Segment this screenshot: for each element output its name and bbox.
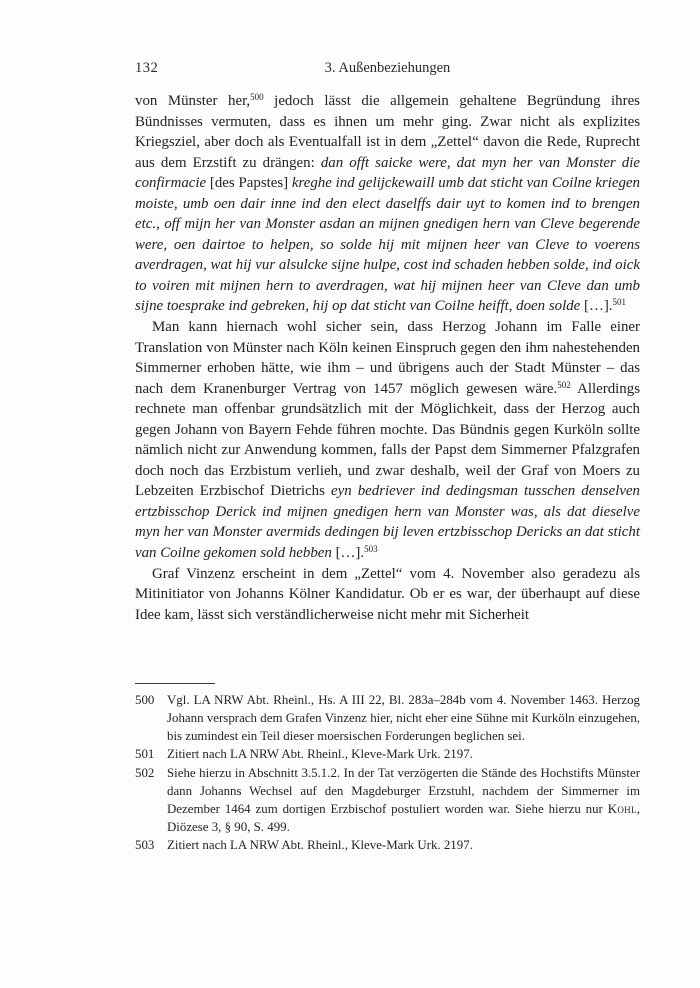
footnote-separator (135, 683, 215, 684)
footnote-marker: 503 (364, 544, 378, 555)
footnote (135, 745, 640, 763)
footnote (135, 836, 640, 854)
body-text-segment: Allerdings rechnete man offenbar grundsätzlich mit der Möglichkeit, dass der Herzog auch gegen Johann von Bayern Fehde führen mochte. Das Bündnis gegen Kurköln sollte nämlich nicht zur Anwendung kommen, falls der Papst dem Simmerner Pfalzgrafen doch noch das Erzbistum verlieh, und zwar deshalb, weil der Graf von Moers zu Lebzeiten Erzbischof Dietrichs (135, 380, 640, 500)
body-text-segment: Graf Vinzenz erscheint in dem „Zettel“ vom 4. November also geradezu als Mitinitiator von Johanns Kölner Kandidatur. Ob er es war, der überhaupt auf diese Idee kam, lässt sich verständlicherweise nicht mehr mit Sicherheit (135, 565, 640, 623)
body-text-segment: von Münster her, (135, 93, 251, 109)
body-text-segment: Siehe hierzu in Abschnitt 3.5.1.2. In der Tat verzögerten die Stände des Hochstifts Münster dann Johanns Wechsel auf den Magdeburger Erzstuhl, nachdem der Simmerner im Dezember 1464 zum dortigen Erzbischof postuliert worden war. Siehe hierzu nur (167, 765, 640, 816)
body-text-segment: Vgl. LA NRW Abt. Rheinl., Hs. A III 22, Bl. 283a–284b vom 4. November 1463. Herzog Johann versprach dem Grafen Vinzenz hier, nicht eher eine Sühne mit Kurköln einzugehen, bis zumindest ein Teil dieser moersischen Forderungen beglichen sei. (167, 693, 640, 744)
footnote (135, 691, 640, 745)
footnote-marker: 501 (612, 297, 627, 308)
footnote-number: 501 (135, 747, 155, 762)
footnote-marker: 502 (557, 379, 571, 390)
body-text-segment: jedoch lässt die allgemein gehaltene Begründung ihres Bündnisses vermuten, dass es ihnen um mehr ging. Zwar nicht als explizites Kriegsziel, aber doch als Eventualfall ist in dem „Zettel“ davon die Rede, Ruprecht aus dem Erzstift zu drängen: (135, 93, 640, 171)
running-header-title: 3. Außenbeziehungen (324, 60, 451, 76)
running-head (135, 60, 640, 80)
body-text-segment: , Diözese 3, § 90, S. 499. (167, 801, 640, 835)
footnote-text (167, 766, 640, 834)
body-text-segment: Man kann hiernach wohl sicher sein, dass Herzog Johann im Falle einer Translation von Münster nach Köln keinen Einspruch gegen den ihm nahestehenden Simmerner erhoben hätte, wie ihm – und übrigens auch der Stadt Münster – das nach dem Kranenburger Vertrag von 1457 möglich gewesen wäre. (135, 319, 640, 397)
footnote-text (167, 838, 473, 852)
quoted-source-text: dan offt saicke were, dat myn her van Monster die confirmacie (135, 154, 640, 192)
body-text (135, 91, 640, 625)
page-number: 132 (135, 60, 159, 76)
footnote-marker: 500 (250, 92, 264, 102)
footnote-number: 503 (135, 838, 155, 853)
body-text-segment: […]. (583, 298, 613, 315)
body-text-segment: Kohl (607, 801, 637, 816)
footnote-text (167, 747, 473, 761)
body-text-segment: Zitiert nach LA NRW Abt. Rheinl., Kleve-Mark Urk. 2197. (167, 747, 473, 762)
footnote-number: 500 (135, 693, 155, 707)
quoted-source-text: kreghe ind gelijckewaill umb dat sticht van Coilne kriegen moiste, umb oen dair inne ind den elect daselffs dair uyt to komen ind to brengen etc., off mijn her van Monster asdan an mijnen gnedigen hern van Cleve begerende were, oen dairtoe to helpen, so solde hij mit mijnen heer van Cleve to voerens averdragen, wat hij vur alsulcke sijne hulpe, cost ind schaden hebben solde, ind oick to voiren mit mijnen hern to averdragen, wat hij mijnen heer van Cleve dan umb sijne toesprake ind gebreken, hij op dat sticht van Coilne heifft, doen solde (135, 175, 640, 315)
footnote-text (167, 693, 640, 743)
quoted-source-text: eyn bedriever ind dedingsman tusschen denselven ertzbisschop Derick ind mijnen gnedigen hern van Monster was, als dat dieselve myn her van Monster avermids dedingen bij leven ertzbisschop Dericks an dat sticht van Coilne gekomen sold hebben (135, 483, 641, 562)
body-paragraph (135, 317, 640, 564)
footnotes-section (135, 691, 640, 854)
body-text-segment: […]. (335, 545, 365, 562)
footnote (135, 764, 640, 837)
body-paragraph (135, 91, 640, 317)
body-text-segment: Zitiert nach LA NRW Abt. Rheinl., Kleve-Mark Urk. 2197. (167, 838, 473, 853)
body-paragraph (135, 564, 640, 626)
footnote-number: 502 (135, 765, 155, 780)
body-text-segment: [des Papstes] (209, 175, 292, 192)
